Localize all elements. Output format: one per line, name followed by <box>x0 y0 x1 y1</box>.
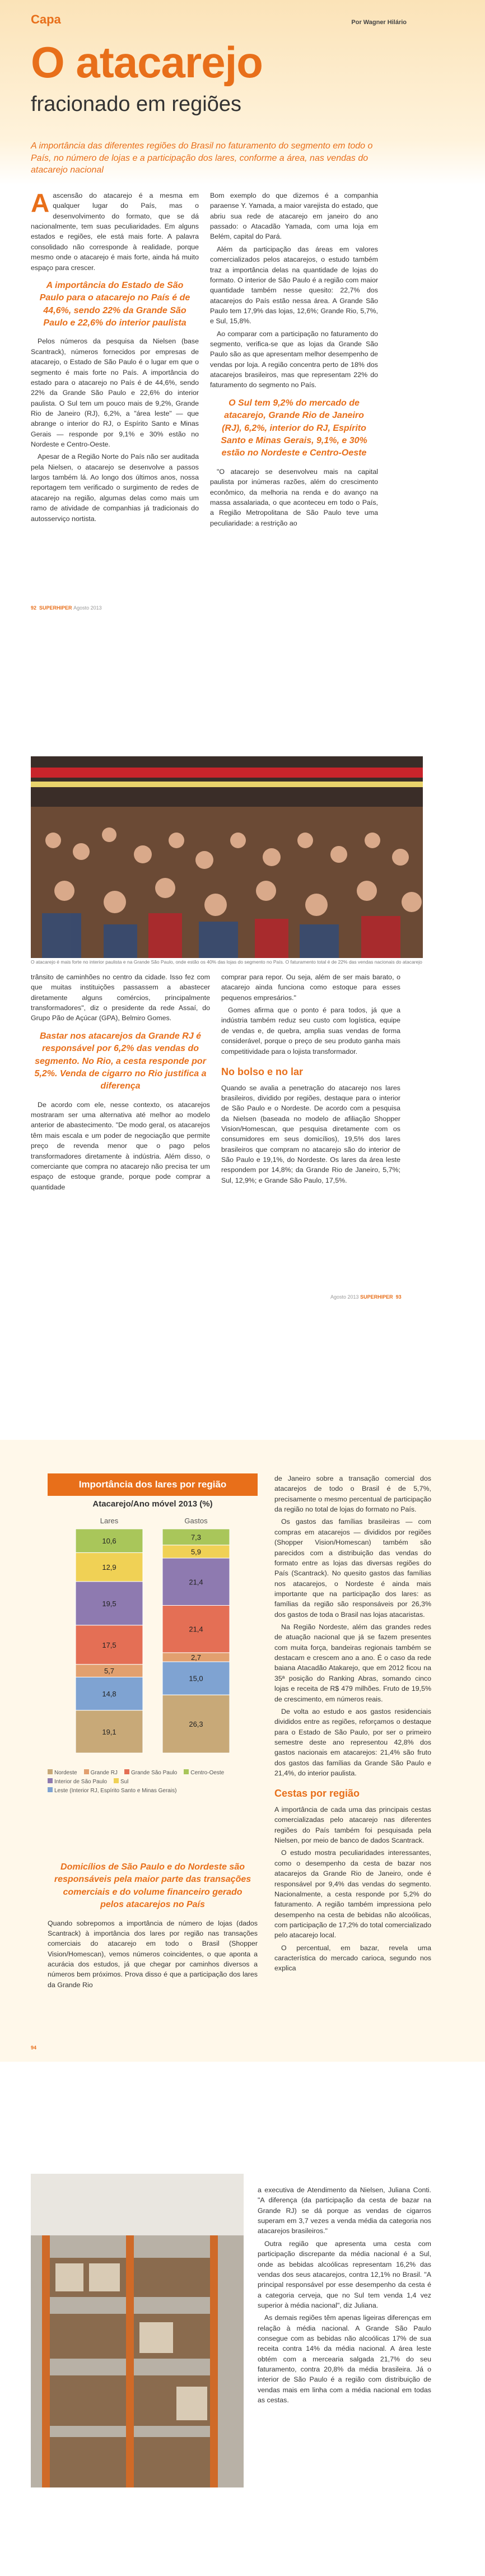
page-2 <box>0 756 485 1317</box>
paragraph <box>31 190 199 273</box>
issue-date: Agosto 2013 <box>330 1294 359 1300</box>
legend-swatch <box>124 1769 129 1774</box>
warehouse-photo-illustration <box>31 2174 244 2487</box>
data-label: 14,8 <box>102 1690 116 1699</box>
data-label: 26,3 <box>189 1720 203 1729</box>
legend-swatch <box>48 1778 53 1783</box>
column-left <box>31 972 210 1194</box>
paragraph: trânsito de caminhões no centro da cidade. Isso fez com que muitas instituições passassem a abastecer diretamente alguns comércios, principalmente transformadores", diz o presidente da rede Assaí, do Grupo Pão de Açúcar (GPA), Belmiro Gomes. <box>31 973 210 1022</box>
paragraph: Quando sobrepomos a importância de número de lojas (dados Scantrack) à importância dos lares por região nas transações comerciais do atacarejo em todo o Brasil (Shopper Vision/Homescan), vemos números coincidentes, o que aponta a acurácia dos estudos, já que chegar por caminhos diversos a números bem próximos. Prova disso é que a participação dos lares da Grande Rio <box>48 1919 258 1989</box>
legend-label: Interior de São Paulo <box>54 1779 107 1785</box>
data-label: 19,1 <box>102 1727 116 1736</box>
legend-item <box>48 1778 107 1785</box>
data-label: 10,6 <box>102 1537 116 1546</box>
pull-quote: Domicílios de São Paulo e do Nordeste são responsáveis pela maior parte das transações comerciais e do volume financeiro gerado pelos atacarejos no País <box>54 1862 251 1910</box>
data-label: 5,9 <box>190 1547 202 1556</box>
warehouse-shelves-photo <box>31 2174 244 2487</box>
paragraph: O percentual, em bazar, revela uma característica do mercado carioca, segundo nos explica <box>274 1943 431 1973</box>
data-label: 19,5 <box>102 1599 116 1608</box>
legend-item <box>48 1769 77 1776</box>
stacked-bar-chart <box>48 1512 258 1764</box>
data-label: 21,4 <box>189 1625 203 1634</box>
paragraph: O estudo mostra peculiaridades interessantes, como o desempenho da cesta de bazar nos atacarejos da Grande Rio de Janeiro, onde é responsável por 9,4% das vendas do segmento. Nacionalmente, a cesta responde por 5,2% do faturamento. A região também impressiona pelo desempenho na cesta de bebidas não alcoólicas, com participação de 17,2% do total comercializado pelo atacarejo local. <box>274 1849 431 1940</box>
section-heading: Cestas por região <box>274 1788 360 1800</box>
pull-quote: A importância do Estado de São Paulo para o atacarejo no País é de 44,6%, sendo 22% da Grande São Paulo e 22,6% do interior paulista <box>39 280 190 328</box>
paragraph: Pelos números da pesquisa da Nielsen (base Scantrack), números fornecidos por empresas de atacarejo, o Estado de São Paulo é o lugar em que o segmento é mais forte no País. A importância do estado para o atacarejo no País é de 44,6%, sendo 22% da Grande São Paulo e 22,6% do interior paulista. O Sul tem um pouco mais de 9,2%, Grande Rio de Janeiro (RJ), 6,2%, a "área leste" — que abrange o interior do RJ, o Espírito Santo e Minas Gerais — responde por 9,1% e 30% estão no Nordeste e Centro-Oeste. <box>31 337 199 449</box>
drop-cap: A <box>31 188 50 217</box>
paragraph: A importância de cada uma das principais cestas comercializadas pelo atacarejo nas diferentes regiões do País também foi pesquisada pela Nielsen, por meio de banco de dados Scantrack. <box>274 1806 431 1845</box>
chart-title: Importância dos lares por região <box>48 1473 258 1496</box>
pull-quote: Bastar nos atacarejos da Grande RJ é responsável por 6,2% das vendas do segmento. No Rio, a cesta responde por 5,2%. Venda de cigarro no Rio justifica a diferença <box>34 1031 207 1091</box>
data-label: 17,5 <box>102 1640 116 1649</box>
legend-item <box>84 1769 118 1776</box>
column-left <box>48 1854 258 1992</box>
article-subtitle: fracionado em regiões <box>31 92 241 116</box>
data-label: 2,7 <box>190 1653 202 1662</box>
paragraph: comprar para repor. Ou seja, além de ser mais barato, o atacarejo ainda funciona como estoque para esses pequenos empresários." <box>221 973 400 1002</box>
section-tag: Capa <box>31 12 61 26</box>
store-crowd-photo <box>31 756 423 958</box>
paragraph: Na Região Nordeste, além das grandes redes de atuação nacional que já se fazem presentes com muita força, bandeiras regionais também se destacam e crescem ano a ano. É o caso da rede baiana Atacadão Atakarejo, que em 2012 ficou na 35ª posição do Ranking Abras, somando cinco lojas e receita de R$ 479 milhões. Fruto de 19,5% de crescimento, em números reais. <box>274 1623 431 1703</box>
column-right <box>274 1473 431 1976</box>
data-label: 12,9 <box>102 1563 116 1572</box>
paragraph: Ao comparar com a participação no faturamento do segmento, verifica-se que as lojas da Grande São Paulo são as que apresentam melhor desempenho de vendas por loja. A região concentra perto de 18% dos atacarejos brasileiros, mas que representam 22% do faturamento do segmento no País. <box>210 329 378 389</box>
chart-legend <box>48 1769 258 1794</box>
paragraph: "O atacarejo se desenvolveu mais na capital paulista por inúmeras razões, além do crescimento econômico, da melhoria na renda e do avanço na massa assalariada, o que aconteceu em todo o País, a Região Metropolitana de São Paulo teve uma peculiaridade: a restrição ao <box>210 467 378 527</box>
page-number: 94 <box>31 2045 37 2050</box>
chart-container <box>48 1473 258 1838</box>
photo-caption: O atacarejo é mais forte no interior paulista e na Grande São Paulo, onde estão os 40% das lojas do segmento no País. O faturamento total é de 22% das vendas nacionais do atacarejo <box>31 959 422 965</box>
issue-date: Agosto 2013 <box>73 605 102 611</box>
paragraph: Bom exemplo do que dizemos é a companhia paraense Y. Yamada, a maior varejista do estado, que abriu sua rede de atacarejo em janeiro do ano passado: o Atacadão Yamada, com uma loja em Belém, capital do Pará. <box>210 192 378 241</box>
paragraph: De acordo com ele, nesse contexto, os atacarejos mostraram ser uma alternativa até melhor ao modelo anterior de abastecimento. "De modo geral, os atacarejos têm mais escala e um poder de negociação que permite preço de revenda menor que o pago pelos transformadores diretamente à indústria. Além disso, o comerciante que compra no atacarejo não precisa ter um espaço de estoque grande, porque pode comprar a quantidade <box>31 1100 210 1191</box>
page-1 <box>0 0 485 622</box>
paragraph: Quando se avalia a penetração do atacarejo nos lares brasileiros, dividido por regiões, destaque para o interior de São Paulo e o Nordeste. De acordo com a pesquisa da Nielsen (baseada no modelo de afiliação Shopper Vision/Homescan, que pesquisa diretamente com os consumidores em seus domicílios), 19,5% dos lares brasileiros que compram no atacarejo são do interior de São Paulo e 19,1%, do Nordeste. Os lares da área leste respondem por 14,8%; da Grande Rio de Janeiro, 5,7%; Sul, 12,9%; e Grande São Paulo, 17,5%. <box>221 1084 400 1184</box>
legend-label: Leste (Interior RJ, Espírito Santo e Minas Gerais) <box>54 1788 177 1794</box>
page-3 <box>0 1440 485 2062</box>
paragraph: De volta ao estudo e aos gastos residenciais divididos entre as regiões, reforçamos o destaque para o Estado de São Paulo, por ser o primeiro semestre deste ano representou 42,8% dos gastos nacionais em atacarejos: 21,4% são fruto dos gastos das famílias da Grande São Paulo e 21,4%, do interior paulista. <box>274 1707 431 1778</box>
paragraph: a executiva de Atendimento da Nielsen, Juliana Conti. "A diferença (da participação da cesta de bazar na Grande RJ) se dá porque as vendas de cigarros superam em 3,7 vezes a venda média da categoria nos atacarejos brasileiros." <box>258 2186 431 2235</box>
category-label: Lares <box>100 1517 119 1525</box>
legend-item <box>114 1778 128 1785</box>
legend-label: Grande São Paulo <box>130 1770 178 1776</box>
article-title: O atacarejo <box>31 38 263 87</box>
paragraph: de Janeiro sobre a transação comercial dos atacarejos de todo o Brasil é de 5,7%, precisamente o mesmo percentual de participação da região no total de lojas do formato no País. <box>274 1475 431 1514</box>
page-footer <box>330 1294 402 1300</box>
legend-swatch <box>84 1769 89 1774</box>
legend-item <box>48 1787 176 1794</box>
legend-label: Sul <box>120 1779 129 1785</box>
paragraph: Outra região que apresenta uma cesta com participação discrepante da média nacional é a Sul, onde as bebidas alcoólicas representam 16,2% das vendas dos seus atacarejos, contra 12,1% no Brasil. "A principal responsável por esse desempenho da cesta é a categoria cerveja, que no Sul tem venda 1,4 vez superior à média nacional", diz Juliana. <box>258 2239 431 2309</box>
paragraph: Além da participação das áreas em valores comercializados pelos atacarejos, o estudo também traz a importância delas na quantidade de lojas do formato. O interior de São Paulo é a região com maior quantidade também nesse quesito: 22,7% dos atacarejos do País estão nessa área. A Grande São Paulo tem 17,9% das lojas, 12,6%; Grande Rio, 5,7%, e Sul, 15,8%. <box>210 245 378 326</box>
magazine-name: SUPERHIPER <box>39 605 72 611</box>
article-lead: A importância das diferentes regiões do Brasil no faturamento do segmento em todo o País, no número de lojas e a participação dos lares, conforme a área, nas vendas do atacarejo nacional <box>31 141 373 175</box>
legend-label: Centro-Oeste <box>190 1770 225 1776</box>
legend-label: Nordeste <box>54 1770 77 1776</box>
data-label: 21,4 <box>189 1578 203 1587</box>
legend-swatch <box>184 1769 189 1774</box>
column-right <box>210 190 378 531</box>
page-footer <box>31 605 102 611</box>
paragraph: Apesar de a Região Norte do País não ser auditada pela Nielsen, o atacarejo se desenvolve a passos largos também lá. Ao longo dos últimos anos, nossa reportagem tem verificado o surgimento de redes de atacarejo na região, algumas delas como mais um ramo de atividade de companhias já tradicionais do autosserviço nortista. <box>31 453 199 523</box>
column-left <box>31 190 199 526</box>
paragraph: Os gastos das famílias brasileiras — com compras em atacarejos — divididos por regiões (Shopper Vision/Homescan) também são parecidos com a distribuição das vendas do formato entre as lojas das diversas regiões do País (Scantrack). No quesito gastos das famílias nos atacarejos, o Nordeste é ainda mais importante que na participação dos lares: as famílias da região são responsáveis por 26,3% dos gastos de toda o Brasil nas lojas atacaristas. <box>274 1518 431 1619</box>
paragraph: Gomes afirma que o ponto é para todos, já que a indústria também reduz seu custo com logística, equipe de vendas e, de quebra, amplia suas vendas de forma considerável, porque o preço de seu produto ganha mais competitividade para o lojista transformador. <box>221 1006 400 1055</box>
legend-swatch <box>48 1769 53 1774</box>
data-label: 7,3 <box>190 1533 202 1542</box>
column-right <box>221 972 400 1188</box>
chart-subtitle: Atacarejo/Ano móvel 2013 (%) <box>92 1499 213 1509</box>
author-byline: Por Wagner Hilário <box>351 19 407 26</box>
legend-label: Grande RJ <box>90 1770 118 1776</box>
category-label: Gastos <box>184 1517 208 1525</box>
legend-swatch <box>48 1787 53 1792</box>
legend-item <box>184 1769 224 1776</box>
page-footer <box>31 2045 36 2050</box>
data-label: 5,7 <box>104 1667 115 1676</box>
data-label: 15,0 <box>189 1674 203 1683</box>
pull-quote: O Sul tem 9,2% do mercado de atacarejo, Grande Rio de Janeiro (RJ), 6,2%, interior do RJ, Espírito Santo e Minas Gerais, 9,1%, e 30% estão no Nordeste e Centro-Oeste <box>221 398 367 458</box>
legend-item <box>124 1769 177 1776</box>
legend-swatch <box>114 1778 119 1783</box>
page-number: 93 <box>395 1294 402 1300</box>
section-heading: No bolso e no lar <box>221 1066 304 1077</box>
paragraph: As demais regiões têm apenas ligeiras diferenças em relação à média nacional. A Grande São Paulo consegue com as bebidas não alcoólicas 17% de sua receita contra 14% da média nacional. A área leste obtém com a mercearia salgada 21,7% do seu faturamento, contra 20,8% da média brasileira. Já o interior de São Paulo é a região com distribuição de vendas mais em linha com a média nacional em todas as cestas. <box>258 2314 431 2405</box>
paragraph-text: ascensão do atacarejo é a mesma em qualquer lugar do País, mas o desenvolvimento do formato, que se dá nacionalmente, tem suas peculiaridades. Em alguns estados e regiões, ele está mais forte. A palavra consolidado não corresponde à realidade, porque mesmo onde o atacarejo é mais forte, ainda há muito espaço para crescer. <box>31 192 199 272</box>
crowd-photo-illustration <box>31 756 423 958</box>
column-right <box>258 2185 431 2408</box>
magazine-name: SUPERHIPER <box>360 1294 393 1300</box>
page-4 <box>0 2174 485 2566</box>
page-number: 92 <box>31 605 37 611</box>
